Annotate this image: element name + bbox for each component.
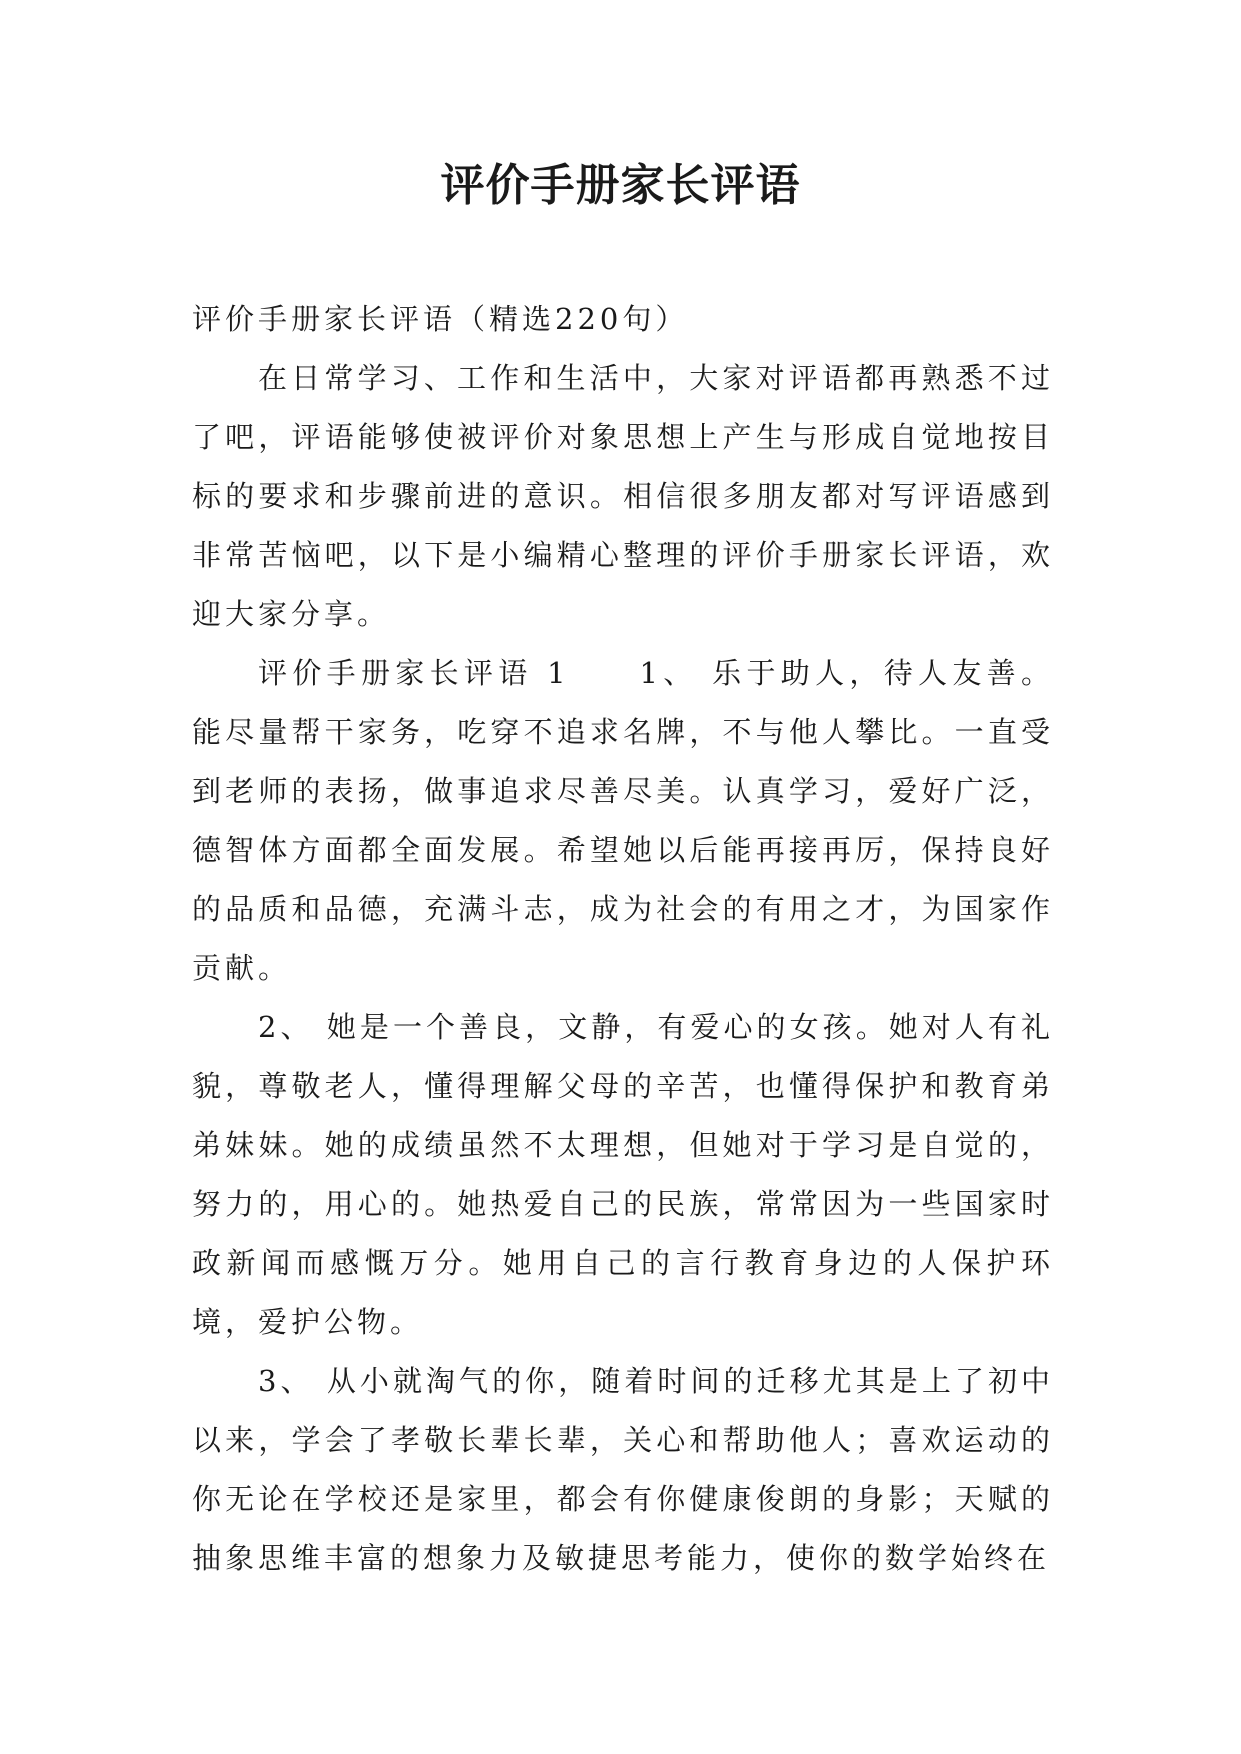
comment-paragraph-2: 2、 她是一个善良，文静，有爱心的女孩。她对人有礼貌，尊敬老人，懂得理解父母的辛苦，也懂得保护和教育弟弟妹妹。她的成绩虽然不太理想，但她对于学习是自觉的，努力的，用心的。她热爱自己的民族，常常因为一些国家时政新闻而感慨万分。她用自己的言行教育身边的人保护环境，爱护公物。 [192, 1010, 1054, 1339]
comment-paragraph-3: 3、 从小就淘气的你，随着时间的迁移尤其是上了初中以来，学会了孝敬长辈长辈，关心和帮助他人；喜欢运动的你无论在学校还是家里，都会有你健康俊朗的身影；天赋的抽象思维丰富的想象力及敏捷思考能力，使你的数学始终在 [192, 1364, 1054, 1575]
comment-paragraph-1: 评价手册家长评语 1 1、 乐于助人，待人友善。能尽量帮干家务，吃穿不追求名牌，不与他人攀比。一直受到老师的表扬，做事追求尽善尽美。认真学习，爱好广泛，德智体方面都全面发展。希望她以后能再接再厉，保持良好的品质和品德，充满斗志，成为社会的有用之才，为国家作贡献。 [192, 656, 1054, 985]
intro-paragraph: 在日常学习、工作和生活中，大家对评语都再熟悉不过了吧，评语能够使被评价对象思想上产生与形成自觉地按目标的要求和步骤前进的意识。相信很多朋友都对写评语感到非常苦恼吧，以下是小编精心整理的评价手册家长评语，欢迎大家分享。 [192, 361, 1054, 631]
document-subtitle: 评价手册家长评语（精选220句） [192, 302, 689, 336]
document-body [192, 290, 1054, 1588]
page-title: 评价手册家长评语 [440, 160, 801, 211]
